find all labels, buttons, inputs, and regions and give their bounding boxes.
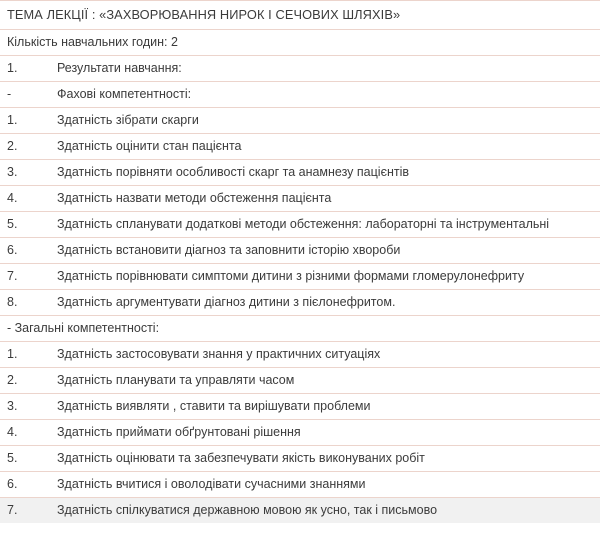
table-row	[0, 81, 600, 107]
table-row	[0, 471, 600, 497]
professional-competency-8-number: 8.	[7, 295, 18, 310]
professional-competency-7-number: 7.	[7, 269, 18, 284]
general-competency-5-number: 5.	[7, 451, 18, 466]
general-competency-4-text: Здатність приймати обґрунтовані рішення	[57, 426, 301, 439]
general-competency-6-number: 6.	[7, 477, 18, 492]
professional-competency-4-number: 4.	[7, 191, 18, 206]
professional-competency-8-text: Здатність аргументувати діагноз дитини з пієлонефритом.	[57, 296, 396, 309]
professional-competency-2-number: 2.	[7, 139, 18, 154]
table-row	[0, 29, 600, 55]
general-competency-3-text: Здатність виявляти , ставити та вирішувати проблеми	[57, 400, 371, 413]
general-competency-3-number: 3.	[7, 399, 18, 414]
table-row	[0, 315, 600, 341]
hours-text: Кількість навчальних годин: 2	[7, 35, 178, 50]
general-competency-7-text: Здатність спілкуватися державною мовою як усно, так і письмово	[57, 504, 438, 517]
table-row	[0, 211, 600, 237]
table-row	[0, 237, 600, 263]
general-competency-5-text: Здатність оцінювати та забезпечувати якість виконуваних робіт	[57, 452, 425, 465]
table-row	[0, 0, 600, 29]
professional-competency-1-text: Здатність зібрати скарги	[57, 114, 199, 127]
general-competency-1-number: 1.	[7, 347, 18, 362]
professional-competency-2-text: Здатність оцінити стан пацієнта	[57, 140, 242, 153]
professional-competency-6-number: 6.	[7, 243, 18, 258]
professional-competency-4-text: Здатність назвати методи обстеження пацієнта	[57, 192, 332, 205]
learning-outcomes-heading-number: 1.	[7, 61, 18, 76]
professional-competency-7-text: Здатність порівнювати симптоми дитини з різними формами гломерулонефриту	[57, 270, 525, 283]
professional-competency-3-number: 3.	[7, 165, 18, 180]
table-row	[0, 393, 600, 419]
general-competency-7-number: 7.	[7, 503, 18, 518]
professional-competency-1-number: 1.	[7, 113, 18, 128]
professional-competency-3-text: Здатність порівняти особливості скарг та анамнезу пацієнтів	[57, 166, 409, 179]
table-row	[0, 133, 600, 159]
general-competency-1-text: Здатність застосовувати знання у практичних ситуаціях	[57, 348, 381, 361]
general-competency-2-text: Здатність планувати та управляти часом	[57, 374, 295, 387]
professional-competencies-heading-text: Фахові компетентності:	[57, 88, 192, 101]
professional-competencies-heading-number: -	[7, 87, 12, 102]
general-competency-2-number: 2.	[7, 373, 18, 388]
professional-competency-6-text: Здатність встановити діагноз та заповнити історію хвороби	[57, 244, 401, 257]
professional-competency-5-number: 5.	[7, 217, 18, 232]
table-row	[0, 497, 600, 523]
title-text: ТЕМА ЛЕКЦІЇ : «ЗАХВОРЮВАННЯ НИРОК І СЕЧОВИХ ШЛЯХІВ»	[7, 6, 401, 22]
general-competency-6-text: Здатність вчитися і оволодівати сучасними знаннями	[57, 478, 366, 491]
general-competency-4-number: 4.	[7, 425, 18, 440]
table-row	[0, 185, 600, 211]
table-row	[0, 55, 600, 81]
professional-competency-5-text: Здатність спланувати додаткові методи обстеження: лабораторні та інструментальні	[57, 218, 550, 231]
general-competencies-heading-text: - Загальні компетентності:	[7, 321, 160, 336]
table-row	[0, 367, 600, 393]
table-row	[0, 107, 600, 133]
table-row	[0, 289, 600, 315]
table-row	[0, 159, 600, 185]
learning-outcomes-heading-text: Результати навчання:	[57, 62, 182, 75]
table-row	[0, 419, 600, 445]
table-row	[0, 263, 600, 289]
table-row	[0, 445, 600, 471]
table-row	[0, 341, 600, 367]
